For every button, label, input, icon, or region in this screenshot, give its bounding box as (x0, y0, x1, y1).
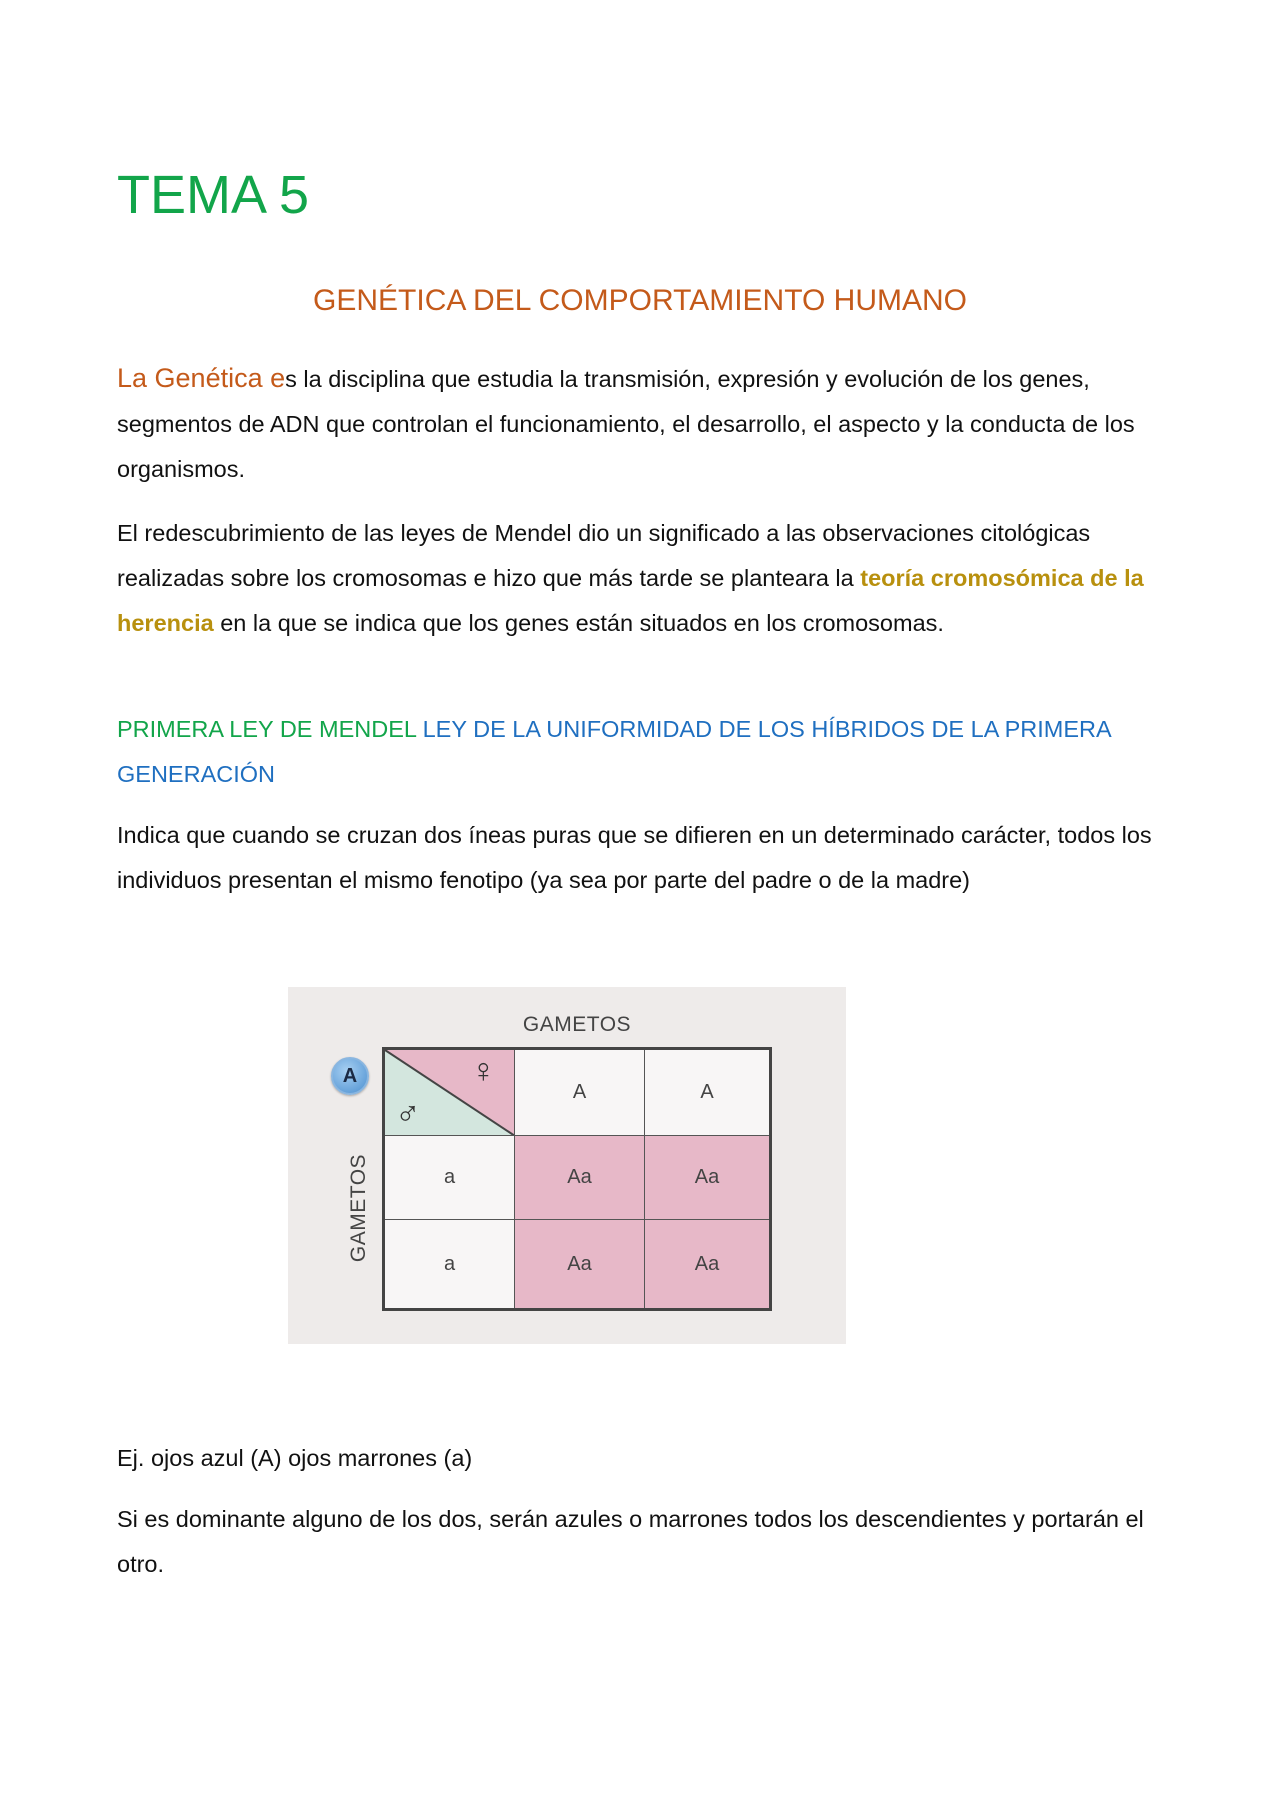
intro-paragraph (117, 356, 1197, 492)
offspring-cell: Aa (645, 1220, 769, 1308)
redescubrimiento-paragraph (117, 511, 1197, 646)
law-explanation: Indica que cuando se cruzan dos íneas puras que se difieren en un determinado carácter, todos los individuos presentan el mismo fenotipo (ya sea por parte del padre o de la madre) (117, 822, 1152, 893)
page-title: TEMA 5 (117, 165, 310, 225)
row-gamete-2: a (385, 1220, 515, 1308)
intro-lead: La Genética e (117, 363, 286, 393)
male-symbol-icon: ♂ (395, 1095, 421, 1133)
law-description: LEY DE LA UNIFORMIDAD DE LOS HÍBRIDOS DE LA PRIMERA GENERACIÓN (117, 716, 1111, 787)
example-line: Ej. ojos azul (A) ojos marrones (a) (117, 1445, 473, 1471)
section-subtitle: GENÉTICA DEL COMPORTAMIENTO HUMANO (313, 284, 967, 317)
column-gamete-2: A (645, 1050, 769, 1136)
punnett-square-figure (288, 987, 846, 1344)
figure-side-label: GAMETOS (347, 1153, 370, 1263)
conclusion-paragraph: Si es dominante alguno de los dos, serán azules o marrones todos los descendientes y portarán el otro. (117, 1506, 1144, 1577)
column-gamete-1: A (515, 1050, 645, 1136)
figure-top-label: GAMETOS (522, 1013, 632, 1036)
row-gamete-1: a (385, 1136, 515, 1220)
offspring-cell: Aa (515, 1220, 645, 1308)
figure-badge: A (331, 1057, 369, 1095)
intro-text: s la disciplina que estudia la transmisión, expresión y evolución de los genes, segmentos de ADN que controlan el funcionamiento, el desarrollo, el aspecto y la conducta de los organismos. (117, 366, 1135, 482)
law-heading (117, 707, 1197, 797)
redescubrimiento-text-before: El redescubrimiento de las leyes de Mendel dio un significado a las observaciones citológicas realizadas sobre los cromosomas e hizo que más tarde se planteara la (117, 520, 1091, 591)
female-symbol-icon: ♀ (470, 1052, 496, 1090)
redescubrimiento-text-after: en la que se indica que los genes están situados en los cromosomas. (213, 610, 944, 636)
offspring-cell: Aa (645, 1136, 769, 1220)
teoria-highlight: teoría cromosómica de la herencia (117, 565, 1144, 636)
corner-cell (385, 1050, 515, 1136)
offspring-cell: Aa (515, 1136, 645, 1220)
law-name: PRIMERA LEY DE MENDEL (117, 716, 417, 742)
punnett-grid (382, 1047, 772, 1311)
